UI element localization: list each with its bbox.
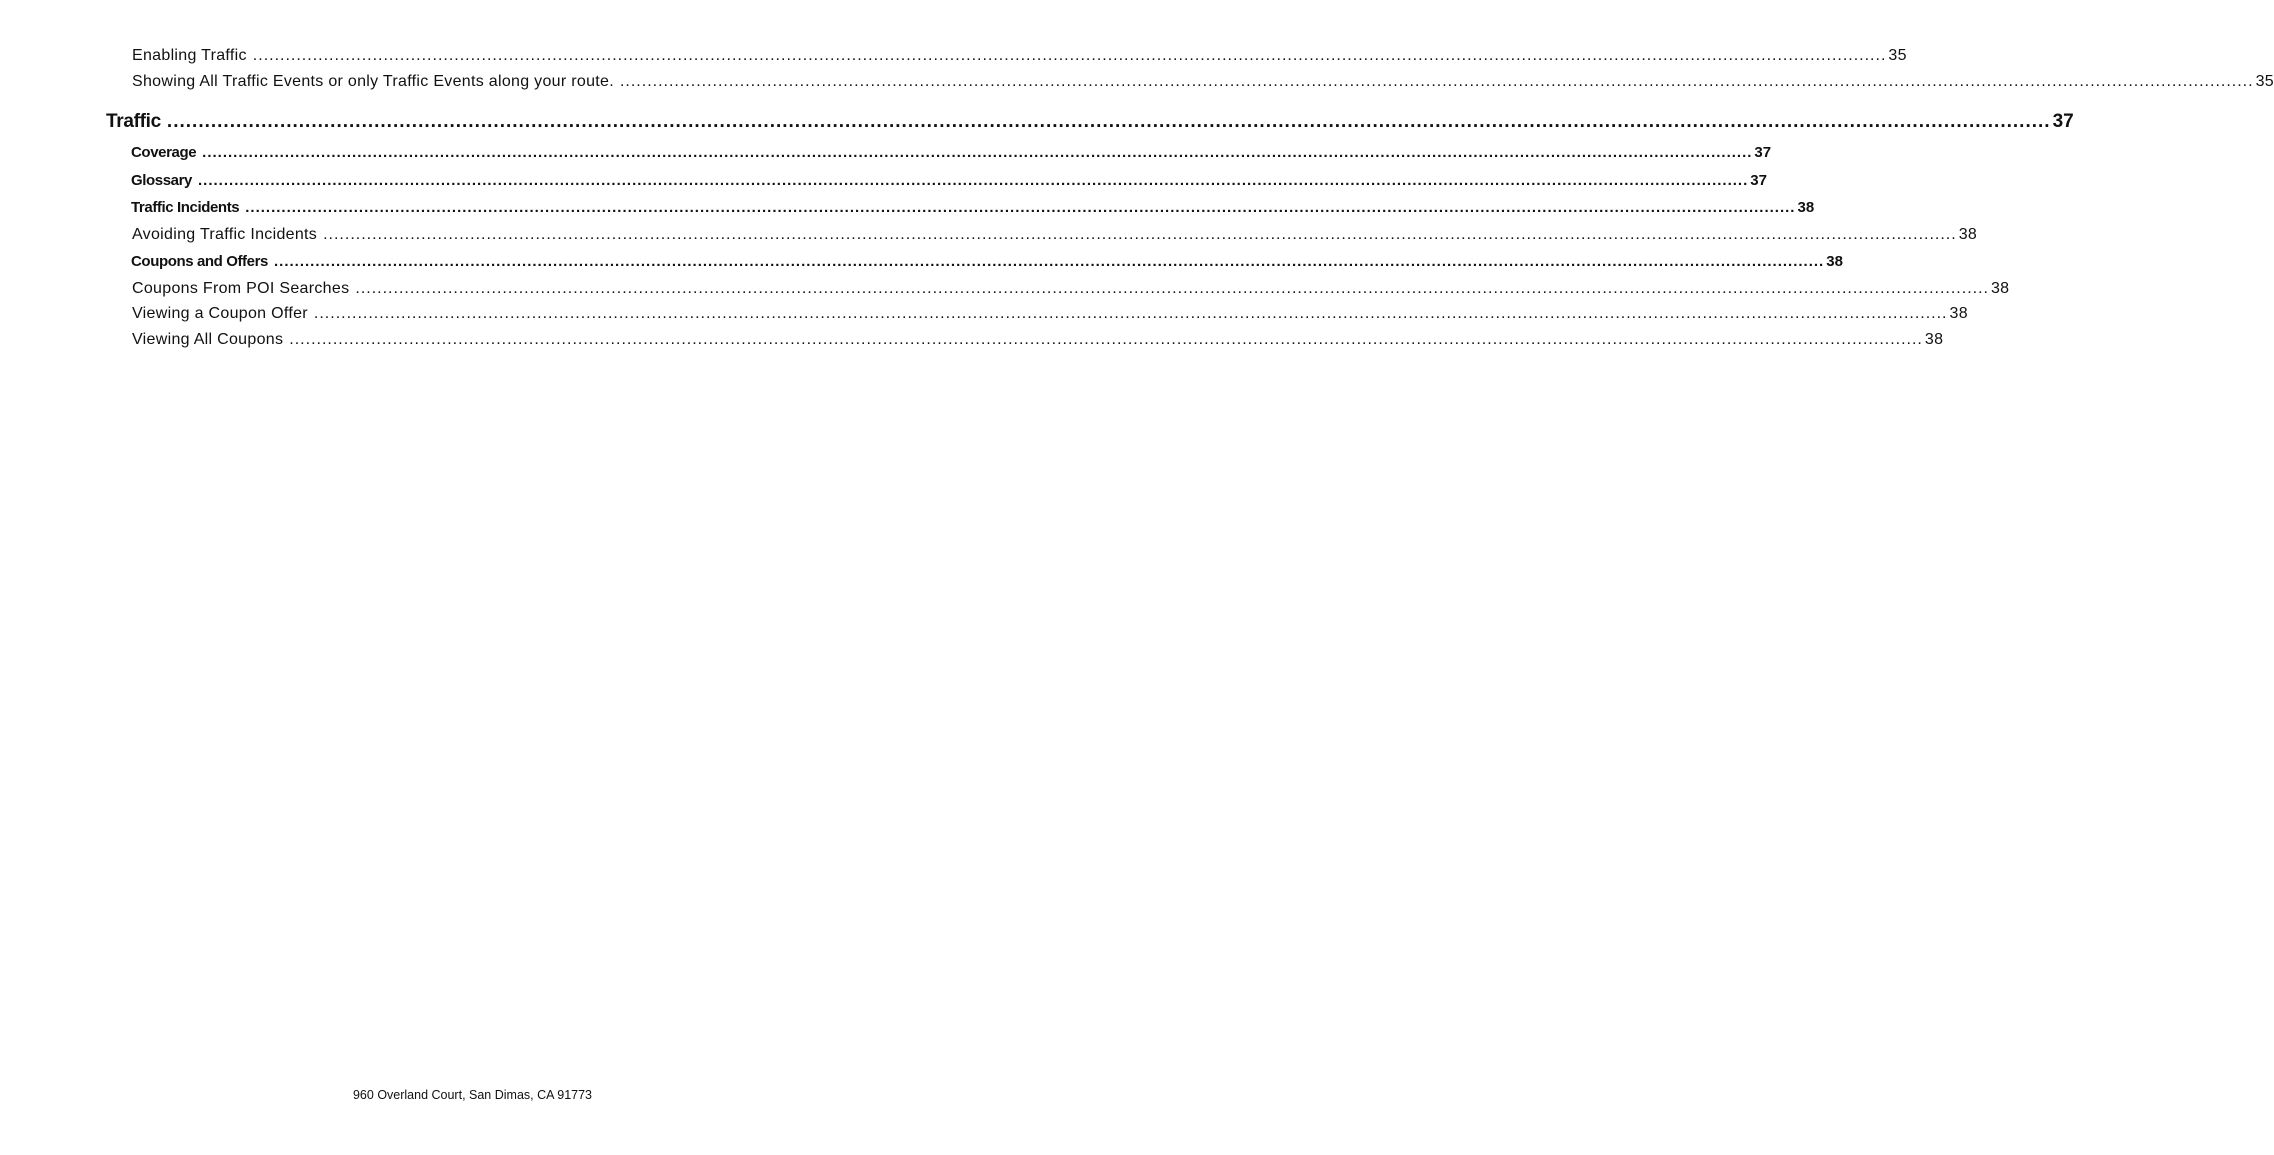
toc-section-coverage[interactable] (131, 144, 1772, 161)
toc-entry-page: 38 (1797, 199, 1815, 216)
toc-section-traffic-incidents[interactable] (131, 199, 1815, 216)
dot-leader: ............................................................................................................................................................................................................................................................................................................ (202, 144, 1753, 161)
dot-leader: ............................................................................................................................................................................................................................................................................................................ (252, 47, 1887, 64)
toc-entry-avoiding-traffic-incidents[interactable] (132, 226, 1978, 244)
toc-entry-title: Viewing All Coupons (132, 331, 284, 348)
toc-entry-page: 38 (1826, 253, 1843, 270)
toc-entry-title: Coupons and Offers (131, 253, 268, 270)
toc-entry-page: 37 (1750, 172, 1767, 189)
page-footer (0, 1088, 893, 1102)
toc-entry-title: Traffic Incidents (131, 199, 240, 216)
toc-entry-page: 38 (1958, 226, 1978, 243)
toc-entry-page: 37 (2052, 111, 2074, 132)
toc-entry-page: 35 (1888, 47, 1907, 64)
dot-leader: ............................................................................................................................................................................................................................................................................................................ (355, 280, 1989, 297)
dot-leader: ............................................................................................................................................................................................................................................................................................................ (198, 172, 1749, 189)
toc-section-coupons-and-offers[interactable] (131, 253, 1843, 270)
toc-entry-title: Coupons From POI Searches (132, 280, 350, 297)
toc-entry-showing-traffic-events[interactable] (132, 73, 2274, 91)
dot-leader: ............................................................................................................................................................................................................................................................................................................ (273, 253, 1825, 270)
dot-leader: ............................................................................................................................................................................................................................................................................................................ (313, 305, 1948, 322)
dot-leader: ............................................................................................................................................................................................................................................................................................................ (166, 111, 2051, 132)
toc-entry-title: Coverage (131, 144, 197, 161)
toc-entry-page: 38 (1990, 280, 2010, 297)
toc-entry-page: 37 (1754, 144, 1772, 161)
toc-entry-title: Viewing a Coupon Offer (132, 305, 308, 322)
toc-section-glossary[interactable] (131, 172, 1767, 189)
toc-entry-page: 38 (1949, 305, 1968, 322)
toc-entry-page: 38 (1924, 331, 1944, 348)
toc-entry-coupons-from-poi-searches[interactable] (132, 280, 2010, 298)
toc-entry-enabling-traffic[interactable] (132, 47, 1907, 65)
dot-leader: ............................................................................................................................................................................................................................................................................................................ (245, 199, 1796, 216)
dot-leader: ............................................................................................................................................................................................................................................................................................................ (619, 73, 2254, 90)
toc-entry-title: Glossary (131, 172, 193, 189)
toc-entry-viewing-all-coupons[interactable] (132, 331, 1944, 349)
dot-leader: ............................................................................................................................................................................................................................................................................................................ (323, 226, 1957, 243)
toc-chapter-traffic[interactable] (106, 111, 2074, 133)
toc-entry-title: Enabling Traffic (132, 47, 247, 64)
toc-entry-title: Showing All Traffic Events or only Traffic Events along your route. (132, 73, 614, 90)
dot-leader: ............................................................................................................................................................................................................................................................................................................ (289, 331, 1923, 348)
toc-entry-title: Traffic (106, 111, 161, 132)
toc-entry-title: Avoiding Traffic Incidents (132, 226, 318, 243)
footer-address: 960 Overland Court, San Dimas, CA 91773 (352, 1088, 593, 1102)
toc-entry-viewing-a-coupon-offer[interactable] (132, 305, 1968, 323)
toc-entry-page: 35 (2255, 73, 2274, 90)
